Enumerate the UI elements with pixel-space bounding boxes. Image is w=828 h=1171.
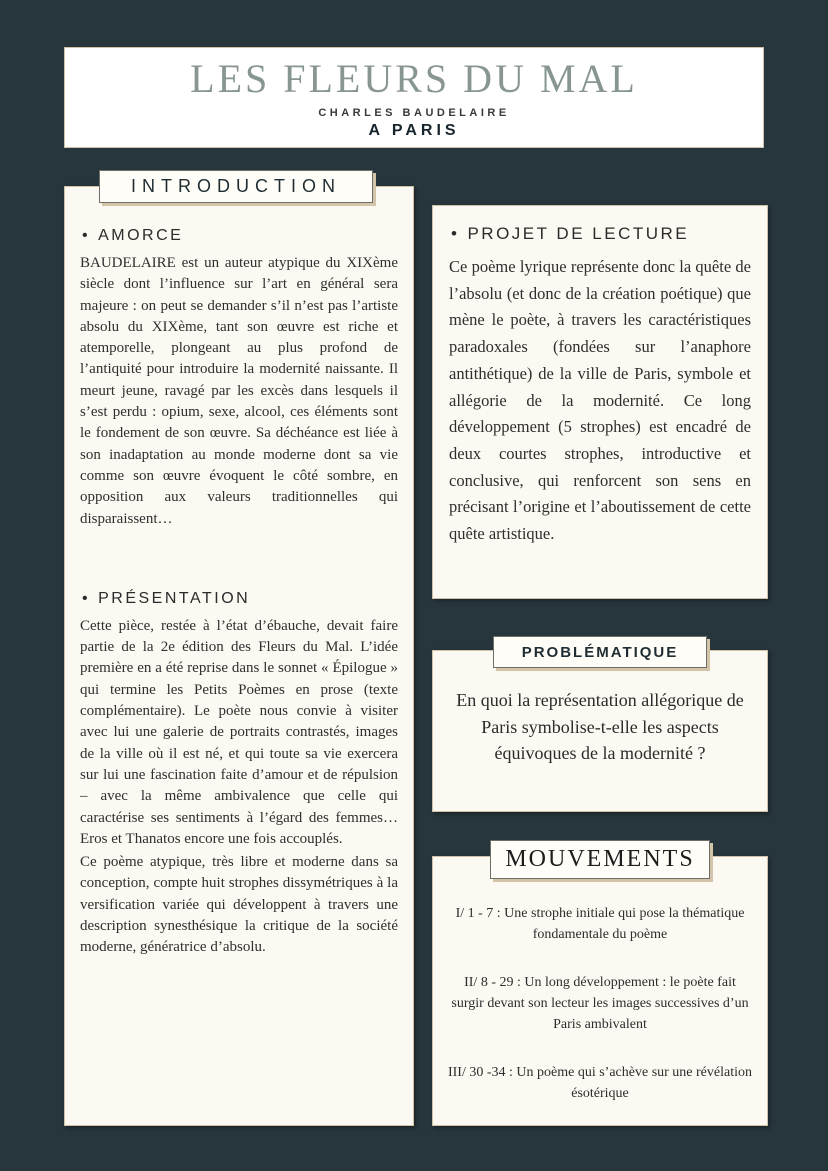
- mouvement-item-1: I/ 1 - 7 : Une strophe initiale qui pose la thématique fondamentale du poème: [455, 906, 745, 942]
- bullet-icon: •: [82, 227, 91, 244]
- introduction-card: [64, 186, 414, 1126]
- projet-heading: [451, 224, 751, 244]
- projet-de-lecture-card: [432, 205, 768, 599]
- author-name: CHARLES BAUDELAIRE: [318, 107, 510, 119]
- presentation-heading-label: PRÉSENTATION: [98, 589, 251, 607]
- mouvements-tab-label: MOUVEMENTS: [505, 846, 695, 872]
- amorce-heading: [82, 227, 398, 245]
- bullet-icon: •: [82, 589, 91, 607]
- problematique-question: En quoi la représentation allégorique de Paris symbolise-t-elle les aspects équivoques de la modernité ?: [456, 690, 744, 764]
- amorce-heading-label: AMORCE: [98, 227, 184, 244]
- introduction-tab-label: INTRODUCTION: [131, 176, 341, 196]
- mouvement-item-3: III/ 30 -34 : Un poème qui s’achève sur une révélation ésotérique: [447, 1065, 752, 1101]
- page-title: LES FLEURS DU MAL: [190, 56, 638, 101]
- poem-title: A PARIS: [368, 122, 460, 139]
- problematique-card: [432, 650, 768, 812]
- mouvements-card: [432, 856, 768, 1126]
- introduction-tab: [99, 170, 373, 203]
- projet-heading-label: PROJET DE LECTURE: [467, 224, 690, 243]
- presentation-paragraph-1: Cette pièce, restée à l’état d’ébauche, devait faire partie de la 2e édition des Fleurs du Mal. L’idée première en a été reprise dans le sonnet « Épilogue » qui termine les Petits Poèmes en prose (texte complémentaire). Le poète nous convie à visiter avec lui une galerie de portraits contrastés, images de la ville où il est né, et qui toute sa vie exercera sur lui une fascination faite d’amour et de répulsion – avec la même ambivalence que celle qui caractérise ses sentiments à l’égard des femmes… Eros et Thanatos encore une fois accouplés.: [80, 617, 398, 847]
- projet-content: [433, 206, 767, 548]
- bullet-icon: •: [451, 224, 460, 243]
- amorce-paragraph: BAUDELAIRE est un auteur atypique du XIXème siècle dont l’influence sur l’art en général sera majeure : on peut se demander s’il n’est pas l’artiste absolu du XIXème, tant son œuvre est riche et atemporelle, plongeant au plus profond de l’antiquité pour introduire la modernité naissante. Il meurt jeune, ravagé par les excès dans lesquels il s’est perdu : opium, sexe, alcool, ces éléments sont le fondement de son œuvre. Sa déchéance est liée à son inadaptation au monde moderne dont sa vie comme son œuvre évoquent le côté sombre, en opposition aux valeurs traditionnelles qui disparaissent…: [80, 255, 398, 527]
- presentation-heading: [82, 590, 398, 608]
- presentation-paragraph-2: Ce poème atypique, très libre et moderne dans sa conception, compte huit strophes dissymétriques à la versification variée qui développent à travers une description synesthésique la critique de la société moderne, génératrice d’absolu.: [80, 854, 398, 956]
- header-card: [64, 47, 764, 148]
- introduction-content: [65, 187, 413, 959]
- projet-paragraph: Ce poème lyrique représente donc la quête de l’absolu (et donc de la création poétique) que mène le poète, à travers les caractéristiques paradoxales (fondées sur l’anaphore antithétique) de la ville de Paris, symbole et allégorie de la modernité. Ce long développement (5 strophes) est encadré de deux courtes strophes, introductive et conclusive, qui renforcent son sens en précisant l’origine et l’aboutissement de cette quête artistique.: [449, 257, 751, 544]
- mouvements-tab: [490, 840, 710, 879]
- problematique-tab-label: PROBLÉMATIQUE: [521, 643, 679, 661]
- problematique-tab: [493, 636, 707, 668]
- mouvements-list: [433, 857, 767, 1104]
- mouvement-item-2: II/ 8 - 29 : Un long développement : le poète fait surgir devant son lecteur les images successives d’un Paris ambivalent: [451, 975, 749, 1032]
